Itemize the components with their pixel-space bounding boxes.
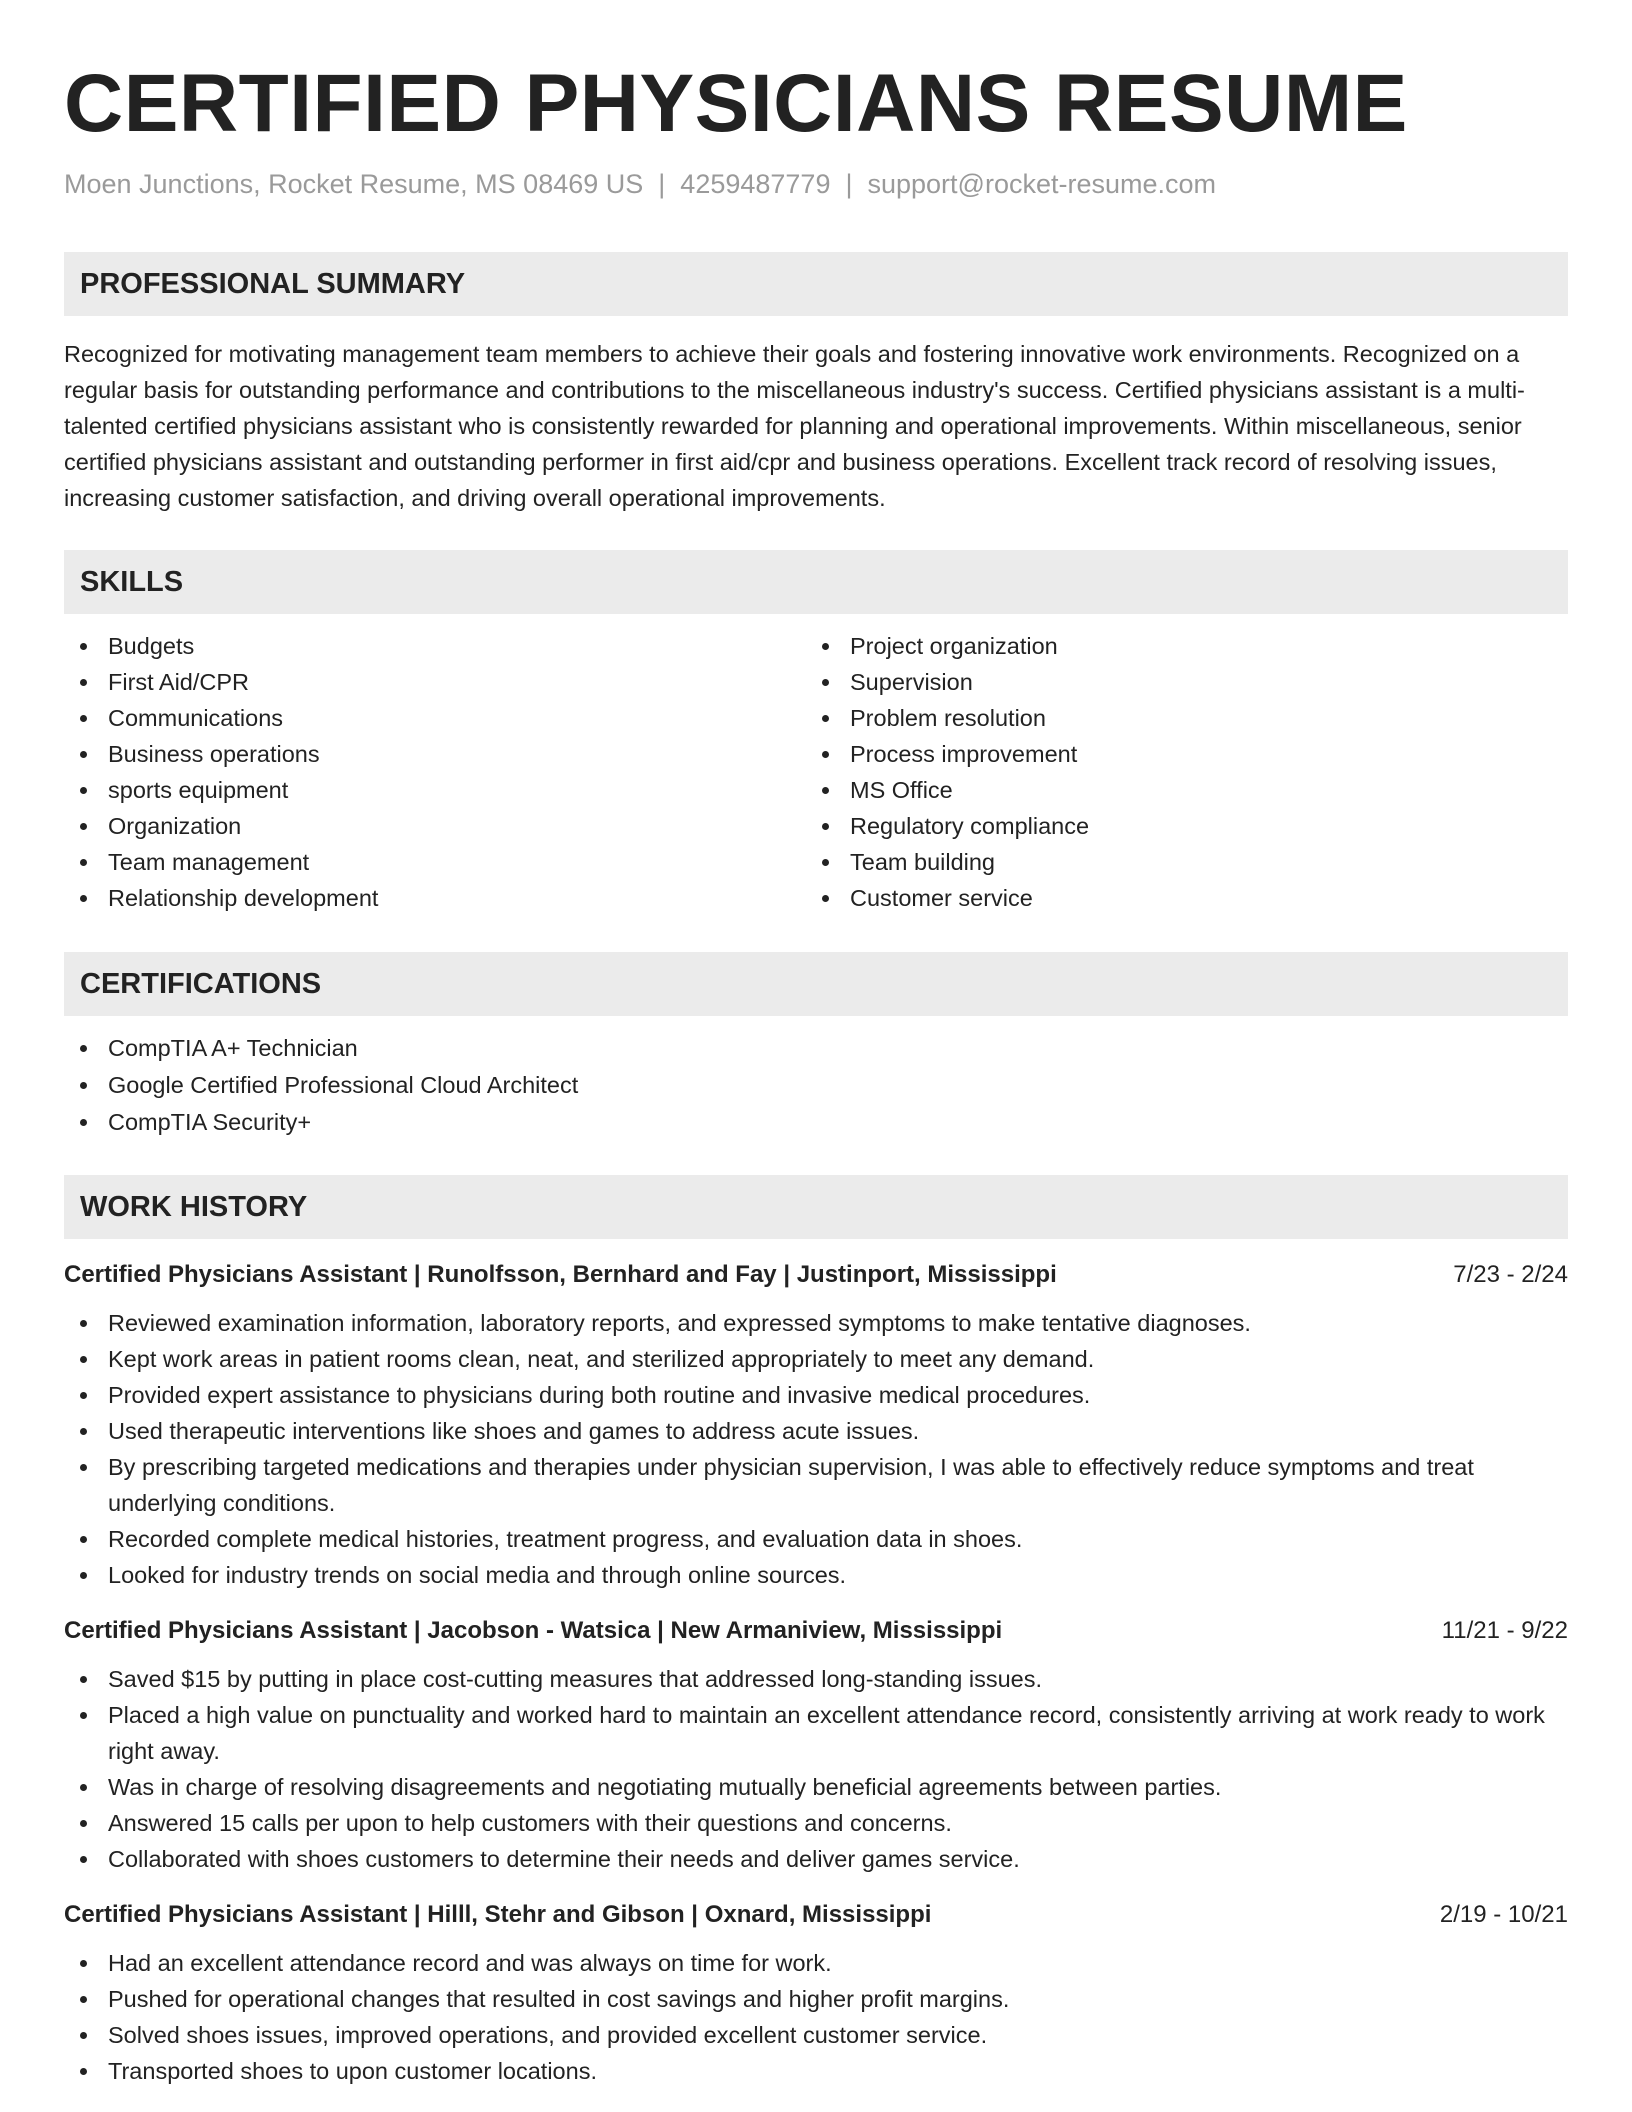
contact-separator: |	[658, 169, 666, 199]
certifications-list	[64, 1030, 1568, 1141]
skill-item: Problem resolution	[806, 700, 1548, 736]
job-duty-item: Placed a high value on punctuality and worked hard to maintain an excellent attendance record, consistently arriving at work ready to work right away.	[64, 1697, 1568, 1769]
job-duty-item: Used therapeutic interventions like shoes and games to address acute issues.	[64, 1413, 1568, 1449]
job-duty-item: Solved shoes issues, improved operations, and provided excellent customer service.	[64, 2017, 1568, 2053]
job-duty-item: Kept work areas in patient rooms clean, neat, and sterilized appropriately to meet any demand.	[64, 1341, 1568, 1377]
job-header	[64, 1257, 1568, 1293]
job-entry	[64, 1613, 1568, 1877]
work-history-list	[64, 1257, 1568, 2089]
resume-title: CERTIFIED PHYSICIANS RESUME	[64, 58, 1408, 149]
skill-item: Project organization	[806, 628, 1548, 664]
skills-list-right	[806, 628, 1548, 916]
skill-item: Supervision	[806, 664, 1548, 700]
job-title: Certified Physicians Assistant | Jacobson - Watsica | New Armaniview, Mississippi	[64, 1617, 1003, 1644]
skill-item: Communications	[64, 700, 806, 736]
section-heading-skills: SKILLS	[64, 550, 1568, 614]
job-duties-list	[64, 1305, 1568, 1593]
job-duties-list	[64, 1945, 1568, 2089]
summary-text: Recognized for motivating management team members to achieve their goals and fostering innovative work environments. Recognized on a regular basis for outstanding performance and contributions to the miscellaneous industry's success. Certified physicians assistant is a multi-talented certified physicians assistant who is consistently rewarded for planning and operational improvements. Within miscellaneous, senior certified physicians assistant and outstanding performer in first aid/cpr and business operations. Excellent track record of resolving issues, increasing customer satisfaction, and driving overall operational improvements.	[64, 341, 1525, 511]
skill-item: Customer service	[806, 880, 1548, 916]
contact-address: Moen Junctions, Rocket Resume, MS 08469 US	[64, 169, 644, 199]
skill-item: First Aid/CPR	[64, 664, 806, 700]
job-duty-item: Saved $15 by putting in place cost-cutting measures that addressed long-standing issues.	[64, 1661, 1568, 1697]
skill-item: Relationship development	[64, 880, 806, 916]
skill-item: Team building	[806, 844, 1548, 880]
job-duty-item: Provided expert assistance to physicians during both routine and invasive medical procedures.	[64, 1377, 1568, 1413]
certification-item: CompTIA A+ Technician	[64, 1030, 1568, 1067]
skill-item: Regulatory compliance	[806, 808, 1548, 844]
job-title: Certified Physicians Assistant | Hilll, Stehr and Gibson | Oxnard, Mississippi	[64, 1901, 932, 1928]
contact-separator: |	[845, 169, 853, 199]
skill-item: Team management	[64, 844, 806, 880]
section-heading-summary: PROFESSIONAL SUMMARY	[64, 252, 1568, 316]
job-duty-item: By prescribing targeted medications and therapies under physician supervision, I was able to effectively reduce symptoms and treat underlying conditions.	[64, 1449, 1568, 1521]
job-duty-item: Transported shoes to upon customer locations.	[64, 2053, 1568, 2089]
skill-item: sports equipment	[64, 772, 806, 808]
job-entry	[64, 1897, 1568, 2089]
job-duty-item: Looked for industry trends on social media and through online sources.	[64, 1557, 1568, 1593]
job-header	[64, 1897, 1568, 1933]
job-dates: 2/19 - 10/21	[1439, 1901, 1568, 1928]
job-duty-item: Had an excellent attendance record and was always on time for work.	[64, 1945, 1568, 1981]
contact-phone: 4259487779	[680, 169, 831, 199]
certification-item: CompTIA Security+	[64, 1104, 1568, 1141]
section-heading-work-history: WORK HISTORY	[64, 1175, 1568, 1239]
skill-item: Business operations	[64, 736, 806, 772]
skill-item: Organization	[64, 808, 806, 844]
job-duty-item: Answered 15 calls per upon to help customers with their questions and concerns.	[64, 1805, 1568, 1841]
job-dates: 11/21 - 9/22	[1441, 1617, 1568, 1644]
job-duty-item: Reviewed examination information, laboratory reports, and expressed symptoms to make tentative diagnoses.	[64, 1305, 1568, 1341]
job-duty-item: Recorded complete medical histories, treatment progress, and evaluation data in shoes.	[64, 1521, 1568, 1557]
job-header	[64, 1613, 1568, 1649]
skill-item: Budgets	[64, 628, 806, 664]
job-dates: 7/23 - 2/24	[1453, 1261, 1568, 1288]
contact-line	[64, 166, 1568, 202]
job-duties-list	[64, 1661, 1568, 1877]
skill-item: Process improvement	[806, 736, 1548, 772]
skills-list-left	[64, 628, 806, 916]
section-heading-certifications: CERTIFICATIONS	[64, 952, 1568, 1016]
contact-email: support@rocket-resume.com	[867, 169, 1217, 199]
skill-item: MS Office	[806, 772, 1548, 808]
job-entry	[64, 1257, 1568, 1593]
certification-item: Google Certified Professional Cloud Architect	[64, 1067, 1568, 1104]
skills-columns	[64, 628, 1568, 916]
job-duty-item: Was in charge of resolving disagreements and negotiating mutually beneficial agreements between parties.	[64, 1769, 1568, 1805]
job-duty-item: Collaborated with shoes customers to determine their needs and deliver games service.	[64, 1841, 1568, 1877]
job-duty-item: Pushed for operational changes that resulted in cost savings and higher profit margins.	[64, 1981, 1568, 2017]
job-title: Certified Physicians Assistant | Runolfsson, Bernhard and Fay | Justinport, Mississippi	[64, 1261, 1057, 1288]
